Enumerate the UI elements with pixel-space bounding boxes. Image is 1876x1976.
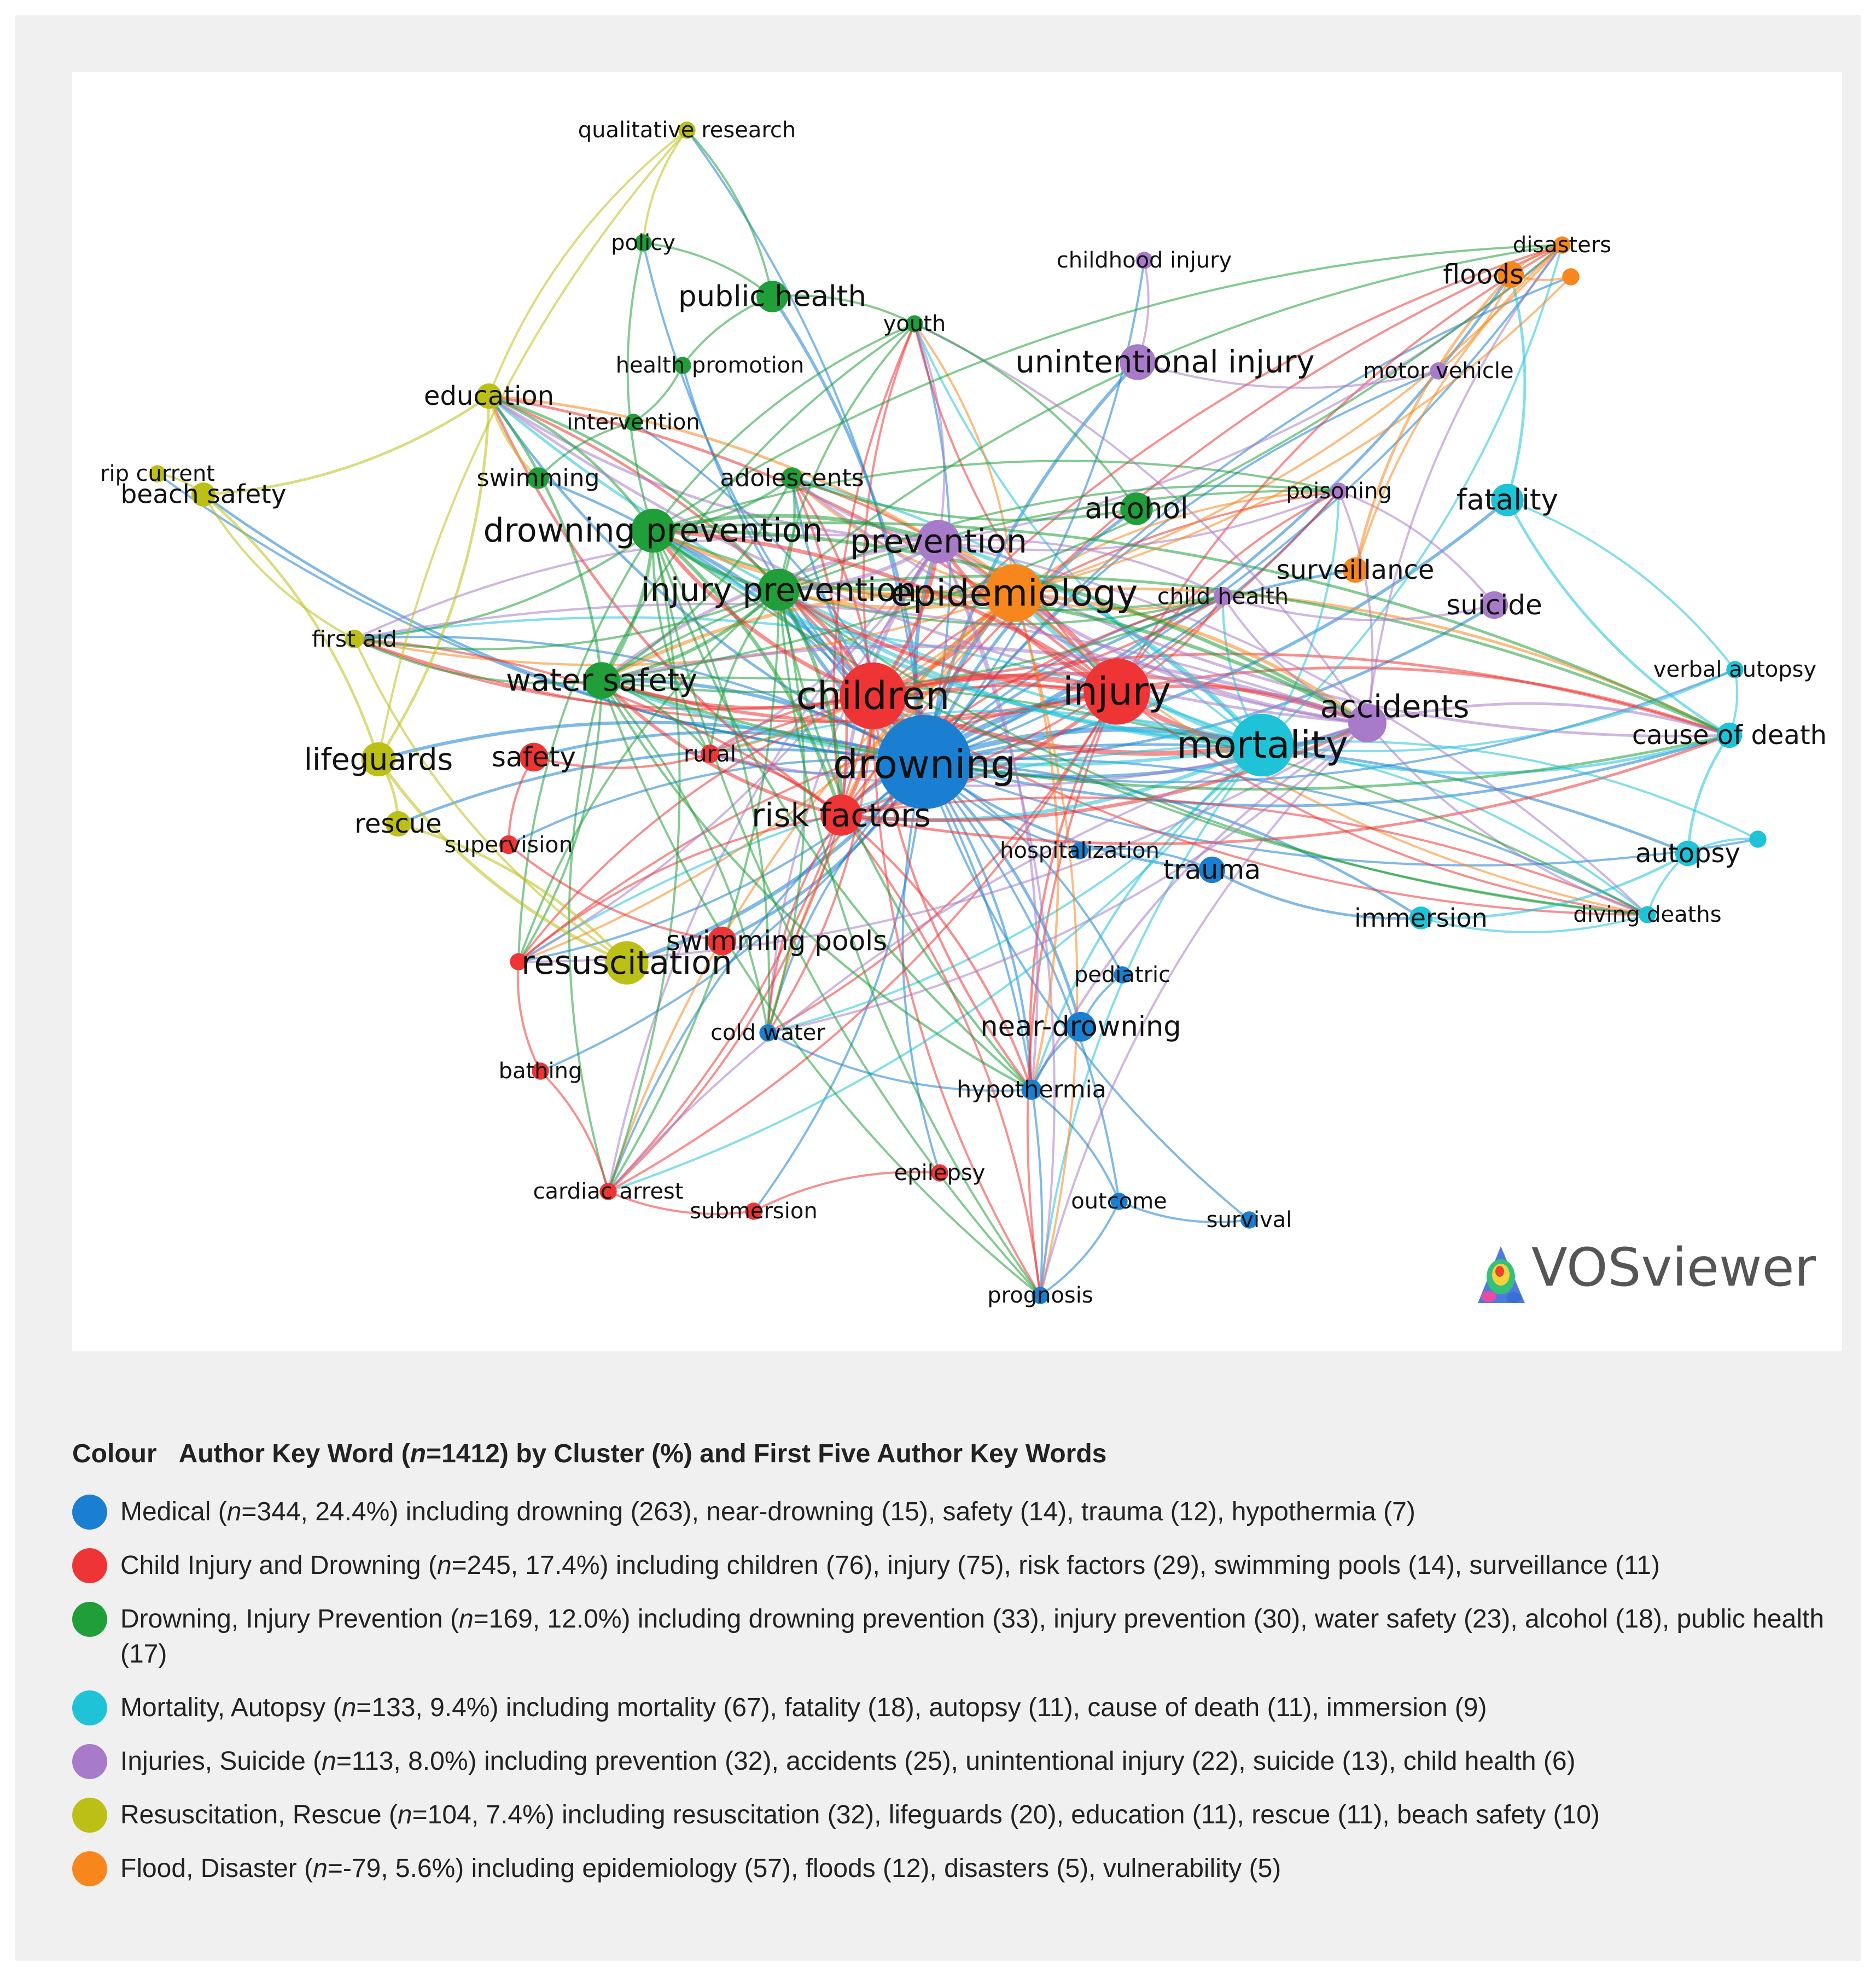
node-label-drowning: drowning [833,741,1016,787]
node-label-survival: survival [1206,1207,1292,1233]
node-label-rescue: rescue [354,809,442,839]
node-label-diving-deaths: diving deaths [1573,902,1722,927]
node-label-unintentional-injury: unintentional injury [1015,344,1315,380]
legend-row [72,1602,1842,1672]
node-label-fatality: fatality [1456,483,1558,517]
legend-header [72,1432,1842,1476]
node-label-child-health: child health [1157,583,1289,609]
node-label-autopsy: autopsy [1635,838,1740,869]
node-label-cardiac-arrest: cardiac arrest [533,1179,684,1204]
node-cyan-small[interactable] [1749,830,1766,847]
node-label-mortality: mortality [1176,723,1348,767]
node-label-outcome: outcome [1071,1189,1167,1214]
node-label-immersion: immersion [1354,903,1488,933]
vosviewer-logo-icon [1478,1246,1525,1303]
legend-color-dot [72,1690,107,1725]
node-label-prevention: prevention [850,522,1027,561]
legend-text: Medical (n=344, 24.4%) including drowning (263), near-drowning (15), safety (14), trauma (12), hypothermia (7) [120,1497,1415,1526]
node-label-children: children [796,673,950,718]
node-label-epilepsy: epilepsy [894,1160,986,1185]
edge-cause-of-death-autopsy [1688,735,1729,853]
legend-color-dot [72,1744,107,1779]
legend-text: Resuscitation, Rescue (n=104, 7.4%) including resuscitation (32), lifeguards (20), education (11), rescue (11), beach safety (10) [120,1800,1600,1829]
edge-accidents-diving-deaths [1367,723,1647,915]
legend-color-dot [72,1602,107,1637]
co-occurrence-network [72,72,1842,1351]
node-label-surveillance: surveillance [1276,555,1435,585]
node-label-bathing: bathing [498,1059,582,1084]
node-label-safety: safety [491,741,576,773]
node-label-beach-safety: beach safety [120,479,287,510]
node-label-adolescents: adolescents [720,464,864,492]
node-label-hypothermia: hypothermia [957,1076,1106,1103]
legend-text: Drowning, Injury Prevention (n=169, 12.0%) including drowning prevention (33), injury prevention (30), water safety (23), alcohol (18), public health (17) [120,1605,1825,1669]
legend-text: Injuries, Suicide (n=113, 8.0%) including prevention (32), accidents (25), unintentional injury (22), suicide (13), child health (6) [120,1747,1576,1776]
node-label-childhood-injury: childhood injury [1056,248,1232,273]
legend-color-dot [72,1548,107,1583]
node-label-drowning-prevention: drowning prevention [483,512,823,550]
node-label-resuscitation: resuscitation [521,944,732,982]
node-label-cause-of-death: cause of death [1632,720,1827,751]
legend-color-dot [72,1851,107,1886]
node-label-risk-factors: risk factors [751,796,931,834]
network-map [72,72,1842,1351]
edge-bathing-cardiac-arrest [540,1071,608,1192]
legend-row [72,1690,1842,1725]
edge-hypothermia-outcome [1032,1090,1119,1201]
node-label-qualitative-research: qualitative research [578,118,796,143]
node-label-suicide: suicide [1446,589,1542,621]
node-label-policy: policy [611,230,675,255]
node-label-epidemiology: epidemiology [890,572,1138,614]
legend-colour-heading: Colour [72,1439,157,1468]
edge-policy-drowning-prevention [628,243,653,531]
legend-color-dot [72,1495,107,1530]
vosviewer-brand: VOSviewer [1531,1237,1816,1298]
cluster-legend [72,1432,1842,1886]
node-label-hospitalization: hospitalization [1000,838,1160,863]
node-label-submersion: submersion [690,1199,818,1224]
node-label-first-aid: first aid [312,626,397,652]
node-label-education: education [423,381,555,411]
legend-text: Child Injury and Drowning (n=245, 17.4%) including children (76), injury (75), risk factors (29), swimming pools (14), surveillance (11) [120,1551,1660,1580]
node-label-cold-water: cold water [710,1020,825,1045]
node-label-floods: floods [1443,259,1524,290]
node-label-trauma: trauma [1163,854,1261,886]
node-label-lifeguards: lifeguards [304,742,453,777]
legend-row [72,1851,1842,1886]
node-label-rural: rural [683,741,737,767]
node-label-verbal-autopsy: verbal autopsy [1653,657,1817,682]
legend-text: Mortality, Autopsy (n=133, 9.4%) including mortality (67), fatality (18), autopsy (11), cause of death (11), immersion (9) [120,1693,1487,1722]
node-label-health-promotion: health promotion [615,353,805,378]
legend-text: Flood, Disaster (n=-79, 5.6%) including epidemiology (57), floods (12), disasters (5), vulnerability (5) [120,1854,1281,1883]
edge-fatality-verbal-autopsy [1507,500,1735,670]
legend-row [72,1744,1842,1779]
legend-rows [72,1495,1842,1886]
legend-row [72,1495,1842,1530]
node-label-alcohol: alcohol [1085,492,1188,526]
node-label-motor-vehicle: motor vehicle [1363,358,1514,383]
node-label-supervision: supervision [444,832,573,858]
node-label-injury: injury [1063,669,1171,714]
node-label-injury-prevention: injury prevention [641,571,917,609]
node-label-pediatric: pediatric [1074,962,1171,987]
figure-frame [15,15,1861,1961]
node-label-water-safety: water safety [505,662,698,699]
node-label-youth: youth [883,311,946,336]
node-label-swimming-pools: swimming pools [666,925,888,957]
edge-education-lifeguards [378,396,489,759]
edge-mortality-diving-deaths [1262,745,1647,915]
node-orange-small[interactable] [1562,268,1579,285]
node-label-disasters: disasters [1512,233,1612,258]
legend-row [72,1548,1842,1583]
node-label-prognosis: prognosis [987,1283,1093,1308]
network-edges [158,130,1758,1295]
node-label-swimming: swimming [476,464,600,492]
node-label-poisoning: poisoning [1286,479,1392,504]
node-label-rip-current: rip current [100,461,215,486]
legend-title: Author Key Word (n=1412) by Cluster (%) and First Five Author Key Words [178,1439,1107,1468]
node-label-public-health: public health [678,280,867,313]
vosviewer-logo [1478,1237,1816,1303]
legend-color-dot [72,1798,107,1833]
node-label-intervention: intervention [567,410,700,435]
node-label-near-drowning: near-drowning [980,1010,1181,1043]
legend-row [72,1798,1842,1833]
node-label-accidents: accidents [1320,689,1470,725]
edge-qualitative-research-public-health [687,130,772,297]
